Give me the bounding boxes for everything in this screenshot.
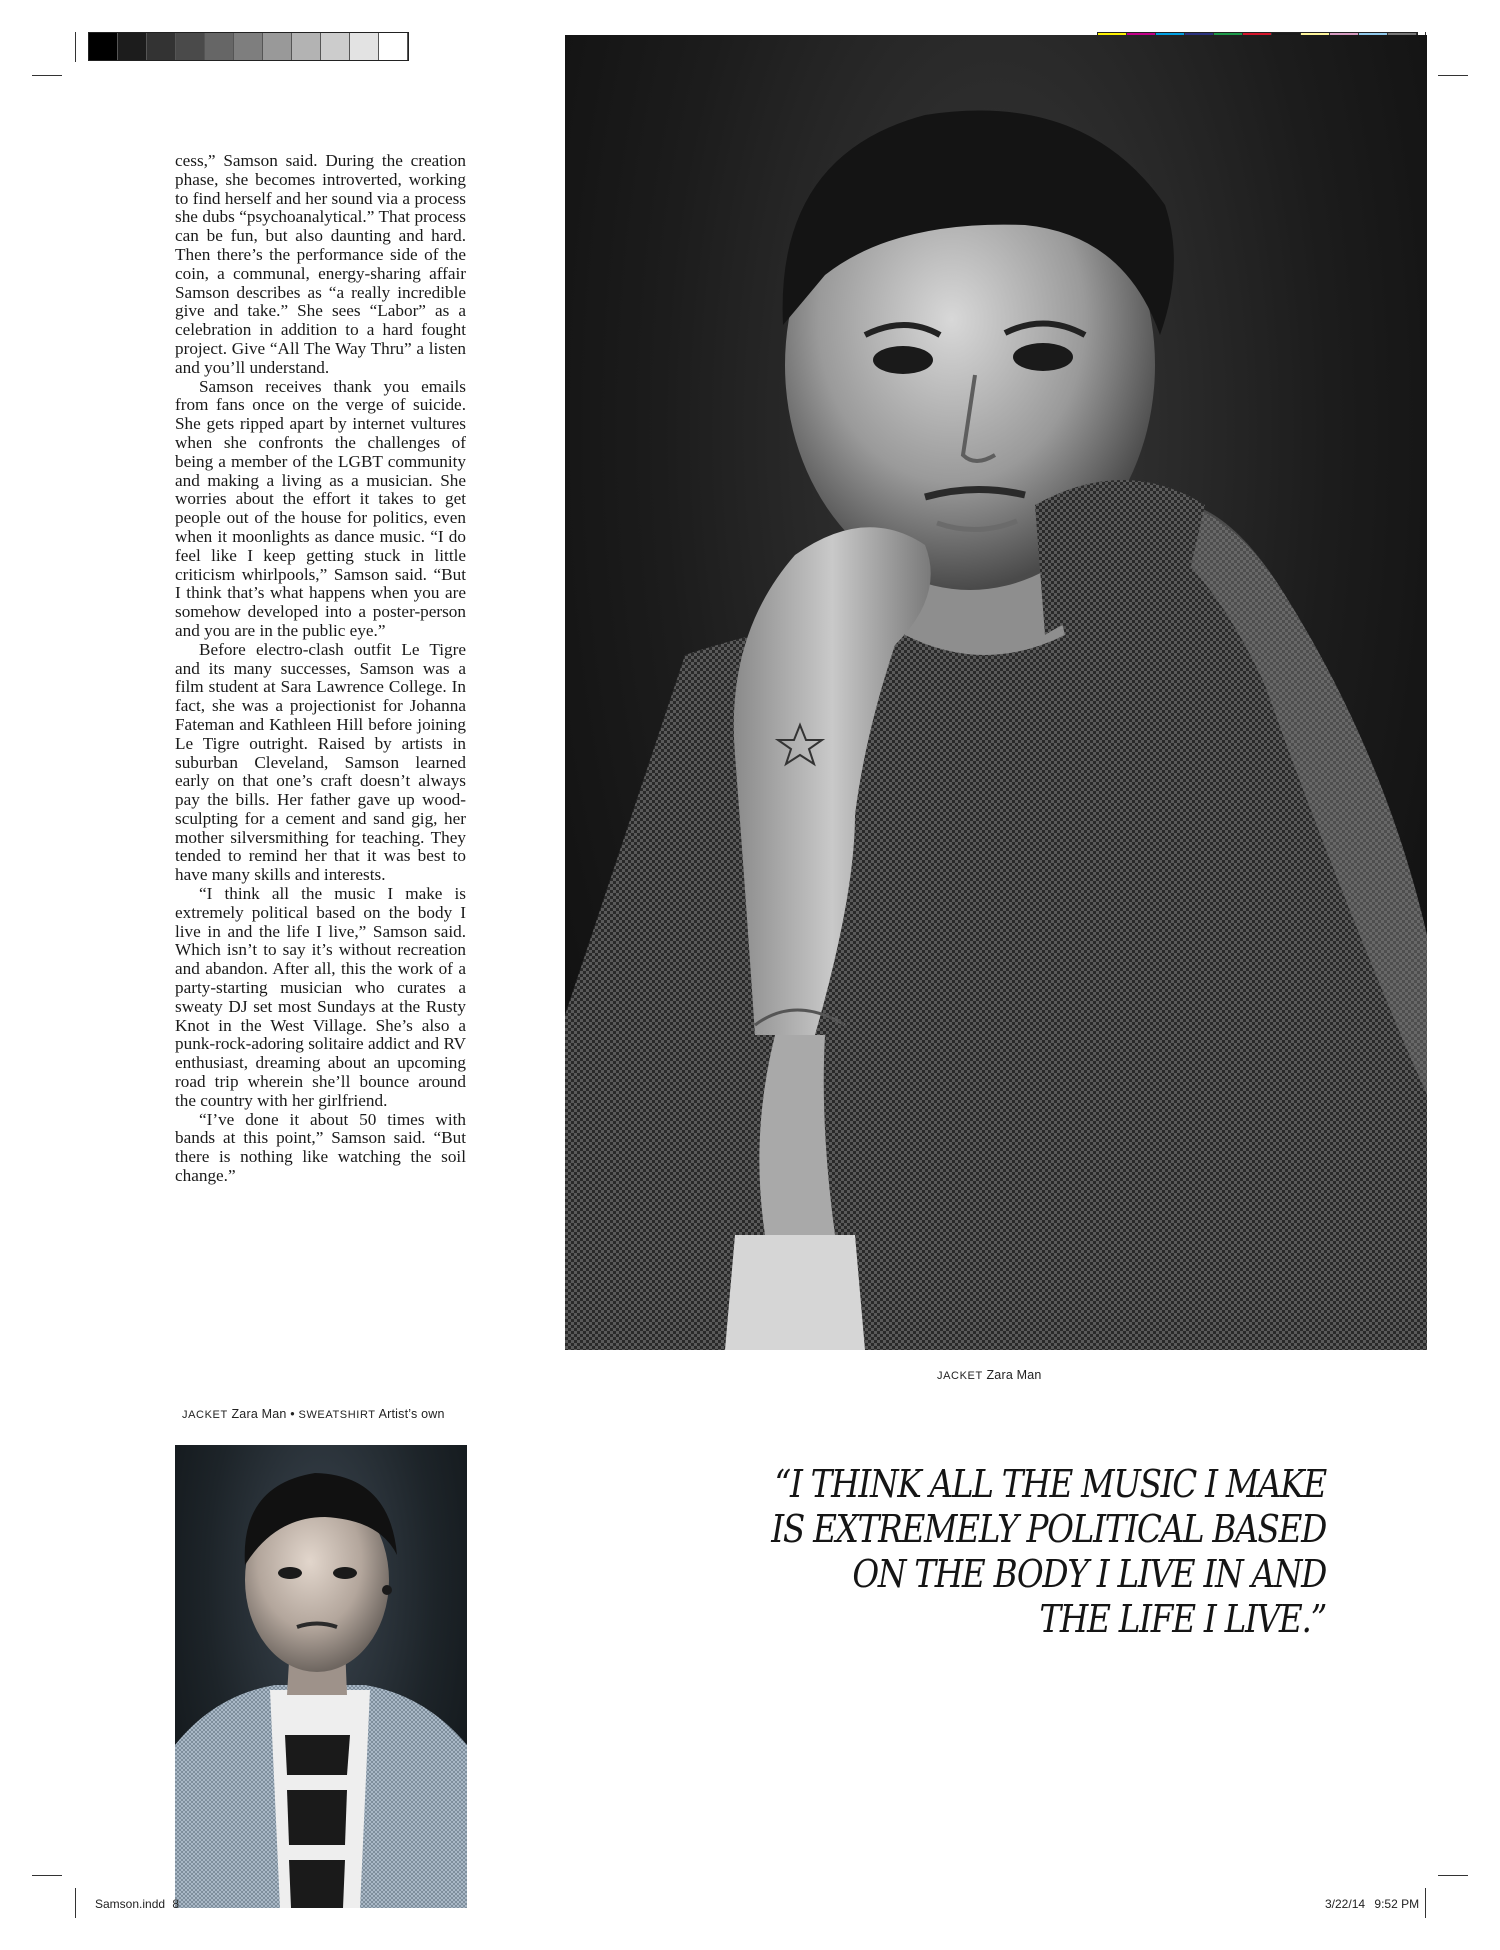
gray-swatch: [263, 33, 292, 60]
grayscale-registration-bar: [88, 32, 409, 61]
slug-filename: Samson.indd: [95, 1897, 166, 1911]
caption-label: SWEATSHIRT: [298, 1409, 376, 1421]
pull-quote-line: IS EXTREMELY POLITICAL BASED: [771, 1507, 1326, 1551]
article-body: [175, 152, 466, 1186]
article-paragraph: Samson receives thank you emails from fans once on the verge of suicide. She gets ripped apart by internet vultures when she confronts the challenges of being a member of the LGBT community and making a living as a musician. She worries about the effort it takes to get people out of the house for politics, even when it moonlights as dance music. “I do feel like I keep getting stuck in little criticism whirlpools,” Samson said. “But I think that’s what happens when you are somehow developed into a poster-person and you are in the public eye.”: [175, 376, 466, 640]
slug-page: 8: [172, 1897, 180, 1911]
pull-quote-line: “I THINK ALL THE MUSIC I MAKE: [774, 1462, 1326, 1506]
secondary-portrait-illustration: [175, 1445, 467, 1908]
crop-mark: [1438, 75, 1468, 76]
slug-file: [95, 1897, 179, 1911]
gray-swatch: [234, 33, 263, 60]
crop-mark: [32, 75, 62, 76]
caption-separator: •: [290, 1407, 295, 1421]
slug-time: 9:52 PM: [1374, 1897, 1420, 1911]
gray-swatch: [147, 33, 176, 60]
gray-swatch: [350, 33, 379, 60]
portrait-illustration: [565, 35, 1427, 1350]
article-paragraph: “I’ve done it about 50 times with bands at this point,” Samson said. “But there is nothing like watching the soil change.”: [175, 1109, 466, 1186]
caption-label: JACKET: [182, 1409, 228, 1421]
portrait-photo: [565, 35, 1427, 1350]
caption-value: Zara Man: [231, 1407, 287, 1421]
article-paragraph: cess,” Samson said. During the creation phase, she becomes introverted, working to find herself and her sound via a process she dubs “psychoanalytical.” That process can be fun, but also daunting and hard. Then there’s the performance side of the coin, a communal, energy-sharing affair Samson describes as “a really incredible give and take.” She sees “Labor” as a celebration in addition to a hard fought project. Give “All The Way Thru” a listen and you’ll understand.: [175, 151, 466, 377]
gray-swatch: [176, 33, 205, 60]
caption-label: JACKET: [937, 1370, 983, 1382]
secondary-portrait-photo: [175, 1445, 467, 1908]
gray-swatch: [292, 33, 321, 60]
pull-quote-line: THE LIFE I LIVE.”: [1039, 1597, 1326, 1641]
slug-timestamp: [1325, 1897, 1419, 1911]
crop-mark: [1438, 1875, 1468, 1876]
gray-swatch: [379, 33, 408, 60]
gray-swatch: [118, 33, 147, 60]
crop-mark: [32, 1875, 62, 1876]
slug-date: 3/22/14: [1325, 1897, 1366, 1911]
pull-quote-line: ON THE BODY I LIVE IN AND: [852, 1552, 1326, 1596]
crop-mark: [1425, 1888, 1426, 1918]
article-paragraph: Before electro-clash outfit Le Tigre and its many successes, Samson was a film student at Sara Lawrence College. In fact, she was a projectionist for Johanna Fateman and Kathleen Hill before joining Le Tigre outright. Raised by artists in suburban Cleveland, Samson learned early on that one’s craft doesn’t always pay the bills. Her father gave up wood-sculpting for a cement and sand gig, her mother silversmithing for teaching. They tended to remind her that it was best to have many skills and interests.: [175, 639, 466, 885]
small-photo-caption: [182, 1407, 445, 1421]
caption-value: Zara Man: [986, 1368, 1042, 1382]
gray-swatch: [205, 33, 234, 60]
main-photo-caption: [937, 1368, 1042, 1382]
caption-value: Artist’s own: [378, 1407, 445, 1421]
article-paragraph: “I think all the music I make is extremely political based on the body I live in and the life I live,” Samson said. Which isn’t to say it’s without recreation and abandon. After all, this the work of a party-starting musician who curates a sweaty DJ set most Sundays at the Rusty Knot in the West Village. She’s also a punk-rock-adoring solitaire addict and RV enthusiast, dreaming about an upcoming road trip wherein she’ll bounce around the country with her girlfriend.: [175, 884, 466, 1110]
pull-quote: [736, 1462, 1326, 1642]
gray-swatch: [321, 33, 350, 60]
crop-mark: [75, 32, 76, 62]
gray-swatch: [89, 33, 118, 60]
crop-mark: [75, 1888, 76, 1918]
